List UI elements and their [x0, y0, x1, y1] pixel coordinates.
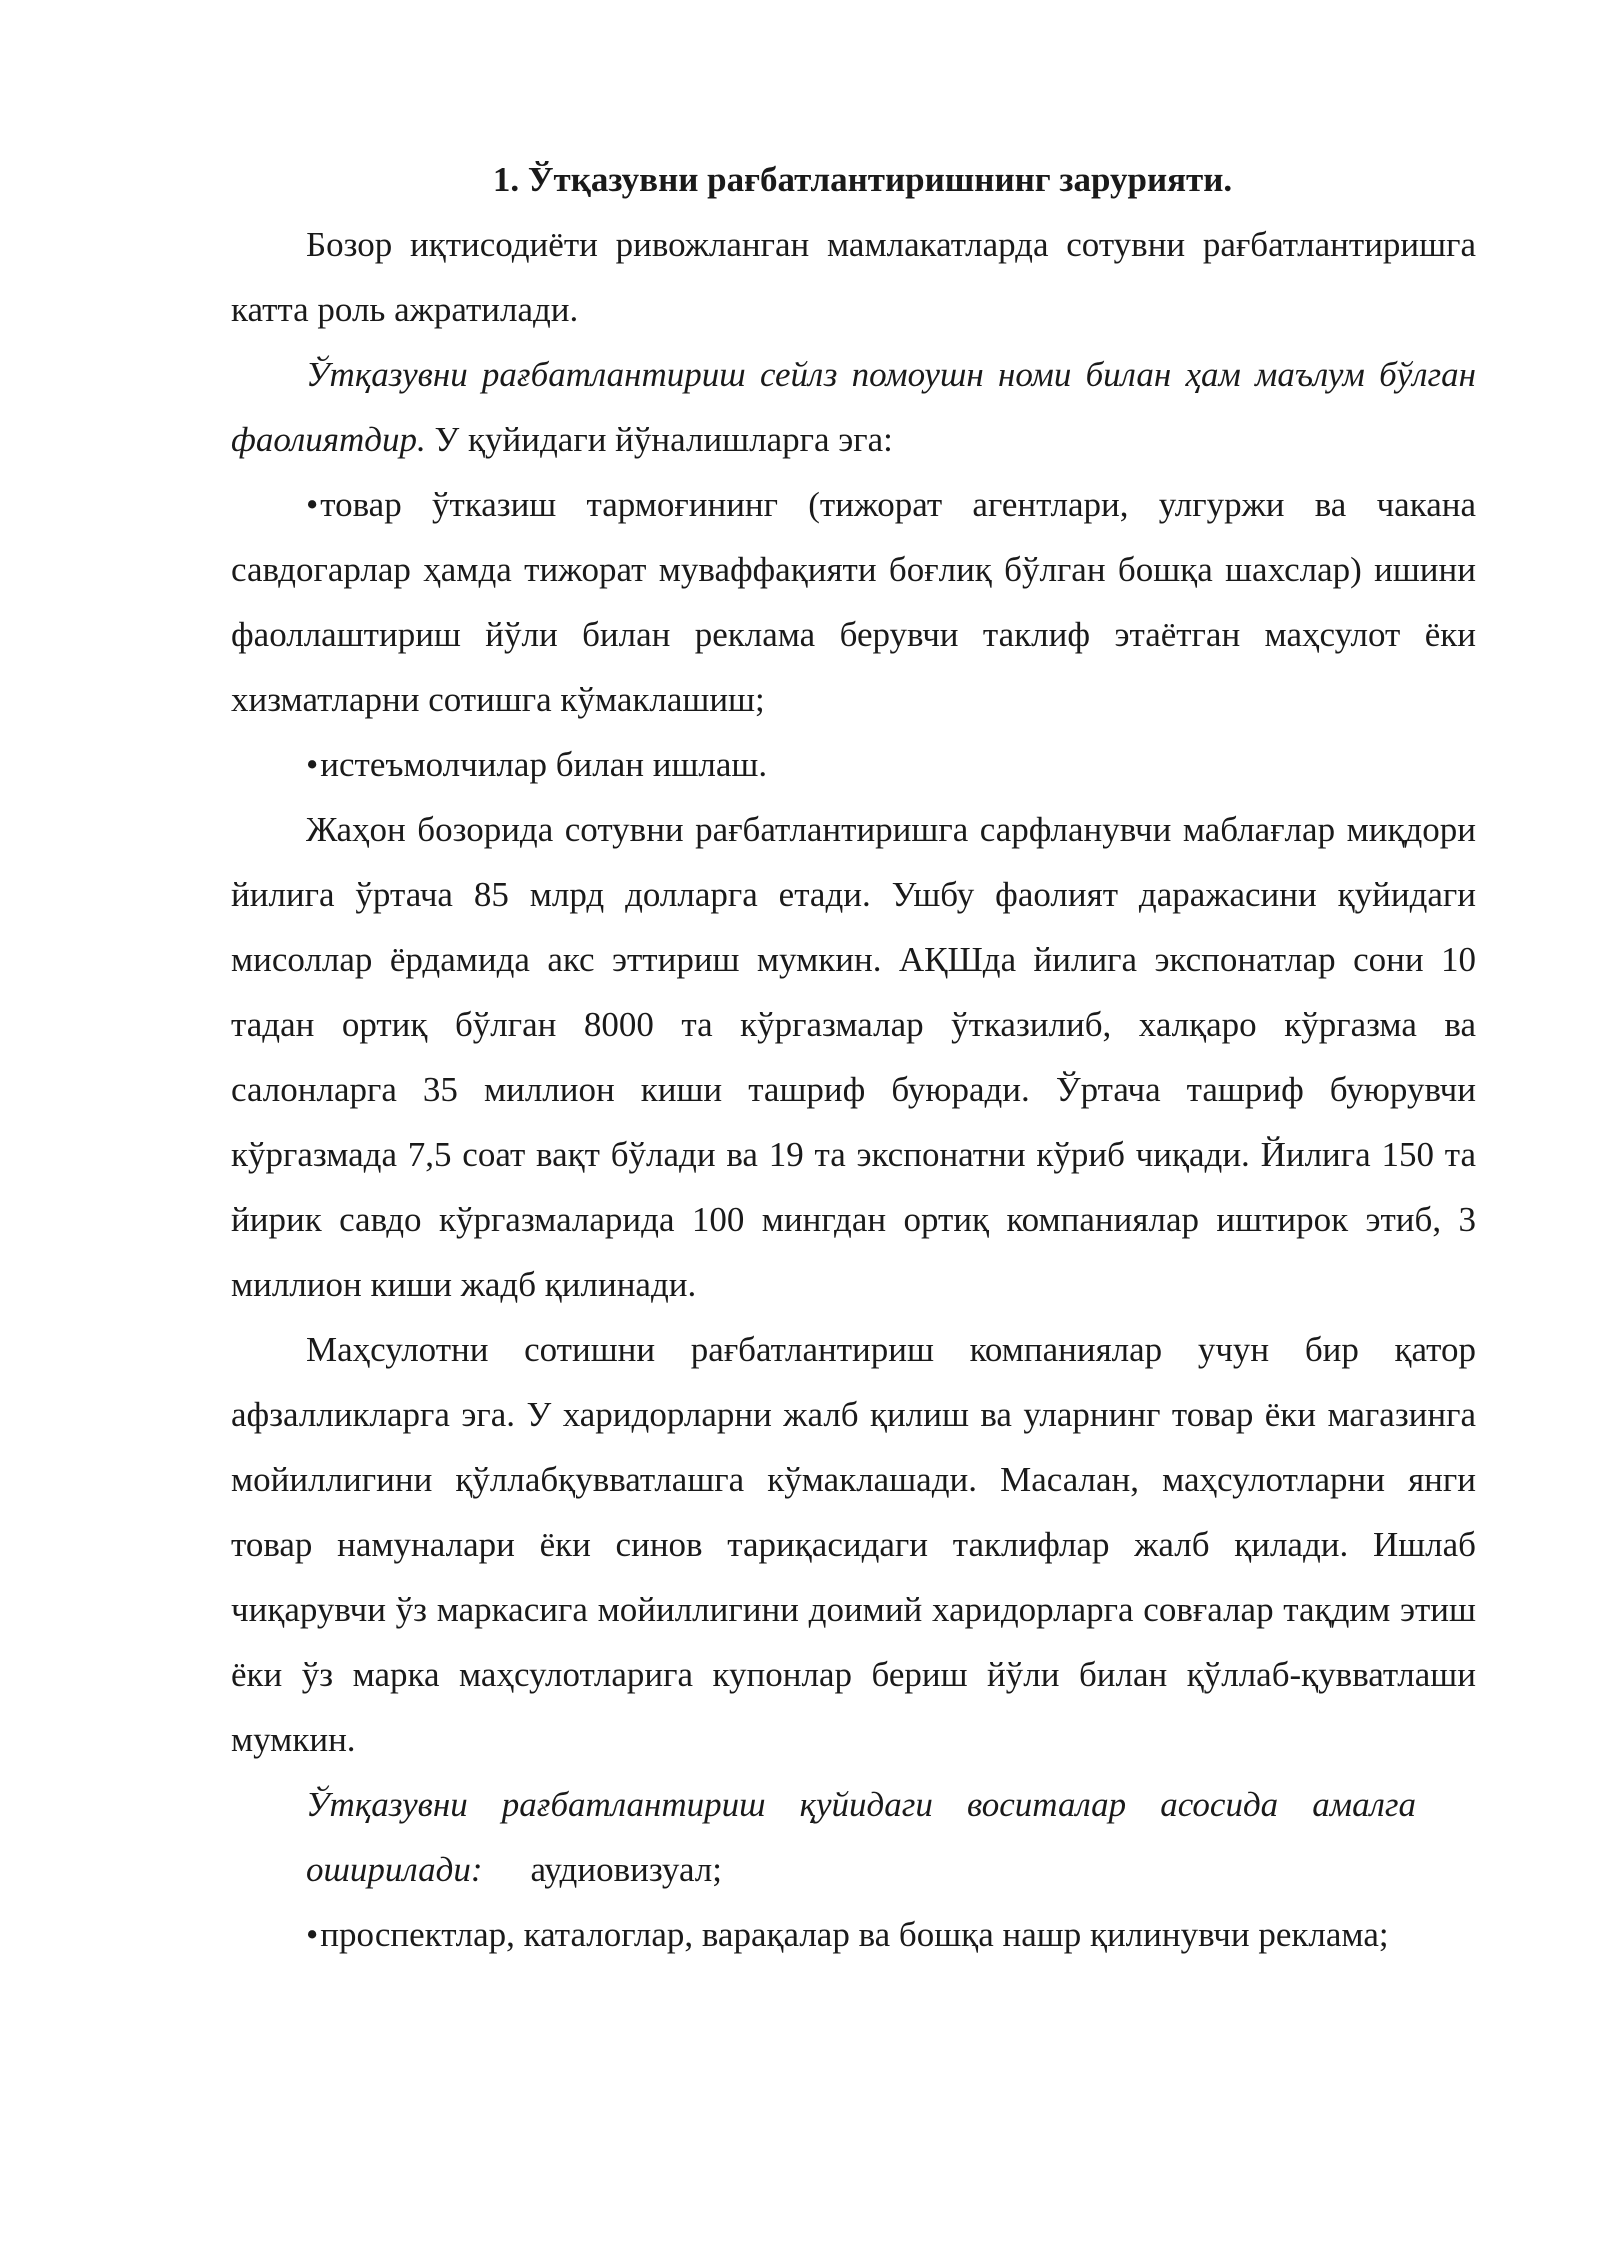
means-italic-line-2: оширилади:	[306, 1850, 483, 1889]
page-title: 1. Ўтқазувни рағбатлантиришнинг зарурияти.	[492, 160, 1233, 199]
definition-rest: У қуйидаги йўналишларга эга:	[425, 420, 893, 459]
paragraph-advantages: Маҳсулотни сотишни рағбатлантириш компаниялар учун бир қатор афзалликларга эга. У харидорларни жалб қилиш ва уларнинг товар ёки магазинга мойиллигини қўллабқувватлашга кўмаклашади. Масалан, маҳсулотларни янги товар намуналари ёки синов тариқасидаги таклифлар жалб қилади. Ишлаб чиқарувчи ўз маркасига мойиллигини доимий харидорларга совғалар тақдим этиш ёки ўз марка маҳсулотларига купонлар бериш йўли билан қўллаб-қувватлаши мумкин.	[231, 1330, 1476, 1759]
means-italic-line-1: Ўтқазувни рағбатлантириш қуйидаги воситалар асосида амалга	[306, 1785, 1416, 1824]
means-first-item: аудиовизуал;	[530, 1850, 722, 1889]
list-item-bullet-1: • товар ўтказиш тармоғининг (тижорат агентлари, улгуржи ва чакана савдогарлар ҳамда тижорат муваффақияти боғлиқ бўлган бошқа шахслар) ишини фаоллаштириш йўли билан реклама берувчи таклиф этаётган маҳсулот ёки хизматларни сотишга кўмаклашиш;	[231, 472, 1476, 732]
paragraph-intro: Бозор иқтисодиёти ривожланган мамлакатларда сотувни рағбатлантиришга катта роль ажратилади.	[231, 225, 1476, 329]
paragraph-definition	[231, 342, 1476, 472]
definition-italic: Ўтқазувни рағбатлантириш сейлз помоушн номи билан ҳам маълум бўлган фаолиятдир.	[231, 355, 1476, 459]
list-item-bullet-2: • истеъмолчилар билан ишлаш.	[231, 732, 1476, 797]
document-page	[231, 147, 1476, 1967]
list-item-bullet-3: • проспектлар, каталоглар, варақалар ва бошқа нашр қилинувчи реклама;	[231, 1902, 1476, 1967]
paragraph-means	[231, 1772, 1476, 1902]
paragraph-world-market: Жаҳон бозорида сотувни рағбатлантиришга сарфланувчи маблағлар миқдори йилига ўртача 85 млрд долларга етади. Ушбу фаолият даражасини қуйидаги мисоллар ёрдамида акс эттириш мумкин. АҚШда йилига экспонатлар сони 10 тадан ортиқ бўлган 8000 та кўргазмалар ўтказилиб, халқаро кўргазма ва салонларга 35 миллион киши ташриф буюради. Ўртача ташриф буюрувчи кўргазмада 7,5 соат вақт бўлади ва 19 та экспонатни кўриб чиқади. Йилига 150 та йирик савдо кўргазмаларида 100 мингдан ортиқ компаниялар иштирок этиб, 3 миллион киши жадб қилинади.	[231, 810, 1476, 1304]
